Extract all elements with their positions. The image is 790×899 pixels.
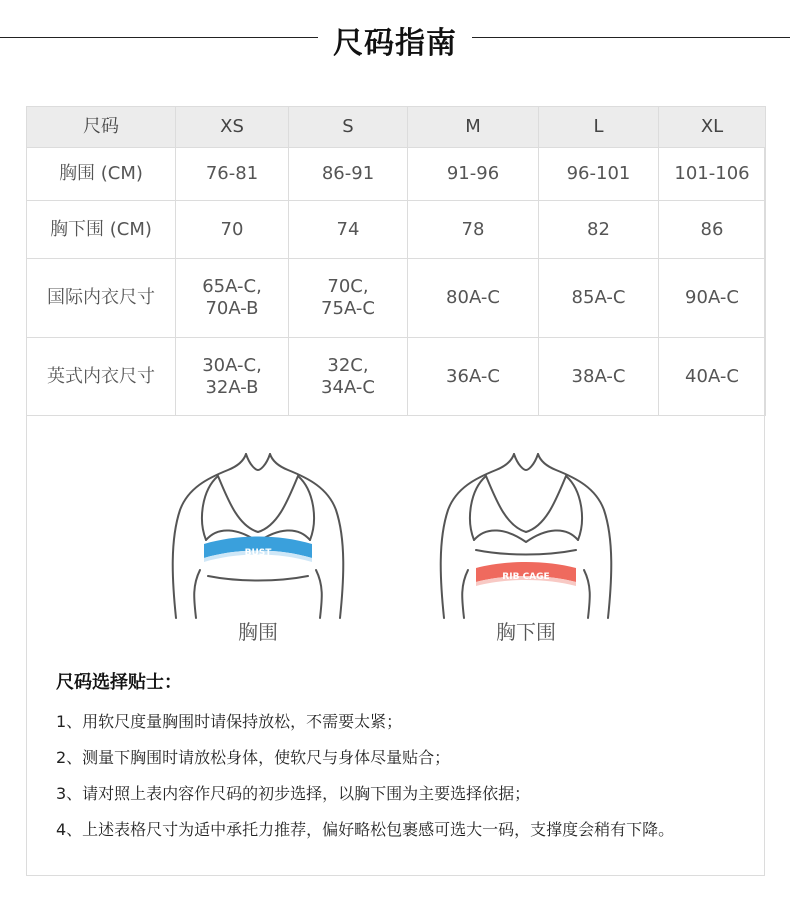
table-cell: 38A-C (539, 338, 659, 416)
row-header: 英式内衣尺寸 (27, 338, 176, 416)
table-cell: 36A-C (408, 338, 539, 416)
row-header: 胸围 (CM) (27, 148, 176, 201)
bust-band (204, 537, 312, 563)
table-cell: 70C, 75A-C (289, 259, 408, 338)
header-divider-right (472, 37, 790, 38)
column-header: XS (176, 107, 289, 148)
table-cell: 32C, 34A-C (289, 338, 408, 416)
table-cell: 82 (539, 201, 659, 259)
figure-caption: 胸下围 (496, 620, 556, 644)
figure-caption: 胸围 (238, 620, 278, 644)
table-cell: 86 (659, 201, 766, 259)
band-label: BUST (244, 548, 272, 558)
table-row (27, 259, 766, 338)
tip-item: 4、上述表格尺寸为适中承托力推荐，偏好略松包裹感可选大一码，支撑度会稍有下降。 (56, 820, 675, 839)
table-row (27, 201, 766, 259)
table-cell: 86-91 (289, 148, 408, 201)
table-cell: 78 (408, 201, 539, 259)
ribcage-figure (426, 440, 626, 650)
table-row (27, 148, 766, 201)
size-table (26, 106, 766, 416)
tip-item: 2、测量下胸围时请放松身体，使软尺与身体尽量贴合； (56, 748, 451, 767)
table-cell: 101-106 (659, 148, 766, 201)
bust-illustration (158, 440, 358, 620)
column-header: M (408, 107, 539, 148)
sizing-tips (56, 668, 756, 856)
column-header: 尺码 (27, 107, 176, 148)
table-cell: 91-96 (408, 148, 539, 201)
column-header: XL (659, 107, 766, 148)
table-cell: 76-81 (176, 148, 289, 201)
ribcage-illustration (426, 440, 626, 620)
row-header: 胸下围 (CM) (27, 201, 176, 259)
row-header: 国际内衣尺寸 (27, 259, 176, 338)
column-header: S (289, 107, 408, 148)
table-cell: 96-101 (539, 148, 659, 201)
band-label: RIB CAGE (502, 572, 550, 582)
table-cell: 65A-C, 70A-B (176, 259, 289, 338)
ribcage-band (476, 562, 576, 586)
header-divider-left (0, 37, 318, 38)
page-title: 尺码指南 (333, 26, 457, 61)
header (0, 0, 790, 80)
table-cell: 30A-C, 32A-B (176, 338, 289, 416)
table-cell: 40A-C (659, 338, 766, 416)
bust-figure (158, 440, 358, 650)
table-cell: 74 (289, 201, 408, 259)
tip-item: 3、请对照上表内容作尺码的初步选择，以胸下围为主要选择依据； (56, 784, 531, 803)
tip-item: 1、用软尺度量胸围时请保持放松，不需要太紧； (56, 712, 403, 731)
table-cell: 85A-C (539, 259, 659, 338)
table-cell: 90A-C (659, 259, 766, 338)
table-cell: 70 (176, 201, 289, 259)
table-cell: 80A-C (408, 259, 539, 338)
table-row (27, 338, 766, 416)
column-header: L (539, 107, 659, 148)
table-header-row (27, 107, 766, 148)
tips-title: 尺码选择贴士： (56, 672, 182, 693)
